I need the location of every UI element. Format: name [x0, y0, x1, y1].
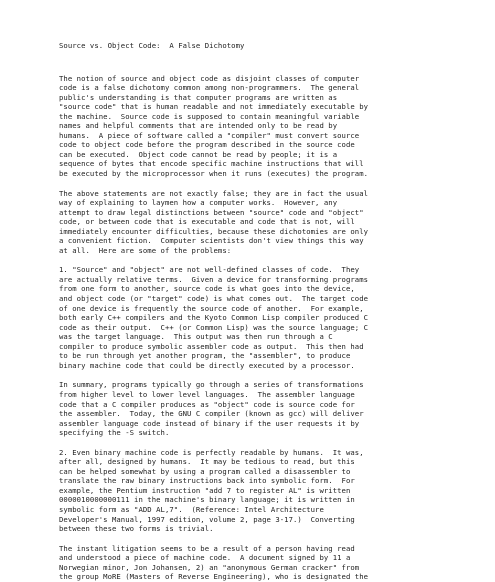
paragraph-point-2: 2. Even binary machine code is perfectly readable by humans. It was, after all, designed by humans. It may be tedious to read, but this can be helped somewhat by using a program called a disassembler to translate the raw binary instructions back into symbolic form. For example, the Pentium instruction "add 7 to register AL" is written 0000010000000111 in the machine's binary language; it is written in symbolic form as "ADD AL,7". (Reference: Intel Architecture Developer's Manual, 1997 edition, volume 2, page 3-17.) Converting between these two forms is trivial.: [59, 447, 364, 534]
paragraph-point-1: 1. "Source" and "object" are not well-defined classes of code. They are actually relative terms. Given a device for transforming programs from one form to another, source code is what goes into the device, and object code (or "target" code) is what comes out. The target code of one device is frequently the source code of another. For example, both early C++ compilers and the Kyoto Common Lisp compiler produced C code as their output. C++ (or Common Lisp) was the source language; C was the target language. This output was then run through a C compiler to produce symbolic assembler code as output. This then had to be run through yet another program, the "assembler", to produce binary machine code that could be directly executed by a processor.: [59, 265, 369, 370]
paragraph-intro: The notion of source and object code as disjoint classes of computer code is a false dichotomy common among non-programmers. The general public's understanding is that computer programs are written as "source code" that is human readable and not immediately executable by the machine. Source code is supposed to contain meaningful variable names and helpful comments that are intended only to be read by humans. A piece of software called a "compiler" must convert source code to object code before the program described in the source code can be executed. Object code cannot be read by people; it is a sequence of bytes that encode specific machine instructions that will be executed by the microprocessor when it runs (executes) the program.: [59, 73, 369, 179]
document-title: Source vs. Object Code: A False Dichotomy: [59, 41, 245, 50]
document-page: [59, 41, 449, 582]
paragraph-spacer: [59, 438, 449, 448]
paragraph-spacer: [59, 534, 449, 544]
title-spacer: [59, 51, 449, 74]
paragraph-spacer: [59, 255, 449, 265]
paragraph-spacer: [59, 179, 449, 189]
paragraph-problems-intro: The above statements are not exactly false; they are in fact the usual way of explaining to laymen how a computer works. However, any attempt to draw legal distinctions between "source" code and "object" code, or between code that is executable and code that is not, will immediately encounter difficulties, because these dichotomies are only a convenient fiction. Computer scientists don't view things this way at all. Here are some of the problems:: [59, 188, 369, 255]
paragraph-summary: In summary, programs typically go through a series of transformations from higher level to lower level languages. The assembler language code that a C compiler produces as "object" code is source code for the assembler. Today, the GNU C compiler (known as gcc) will deliver assembler language code instead of binary if the user requests it by specifying the -S switch.: [59, 380, 364, 438]
paragraph-litigation: The instant litigation seems to be a result of a person having read and understood a piece of machine code. A document signed by 11 a Norwegian minor, Jon Johansen, 2) an "anonymous German cracker" from the group MoRE (Masters of Reverse Engineering), who is designated the: [59, 543, 369, 582]
paragraph-spacer: [59, 370, 449, 380]
